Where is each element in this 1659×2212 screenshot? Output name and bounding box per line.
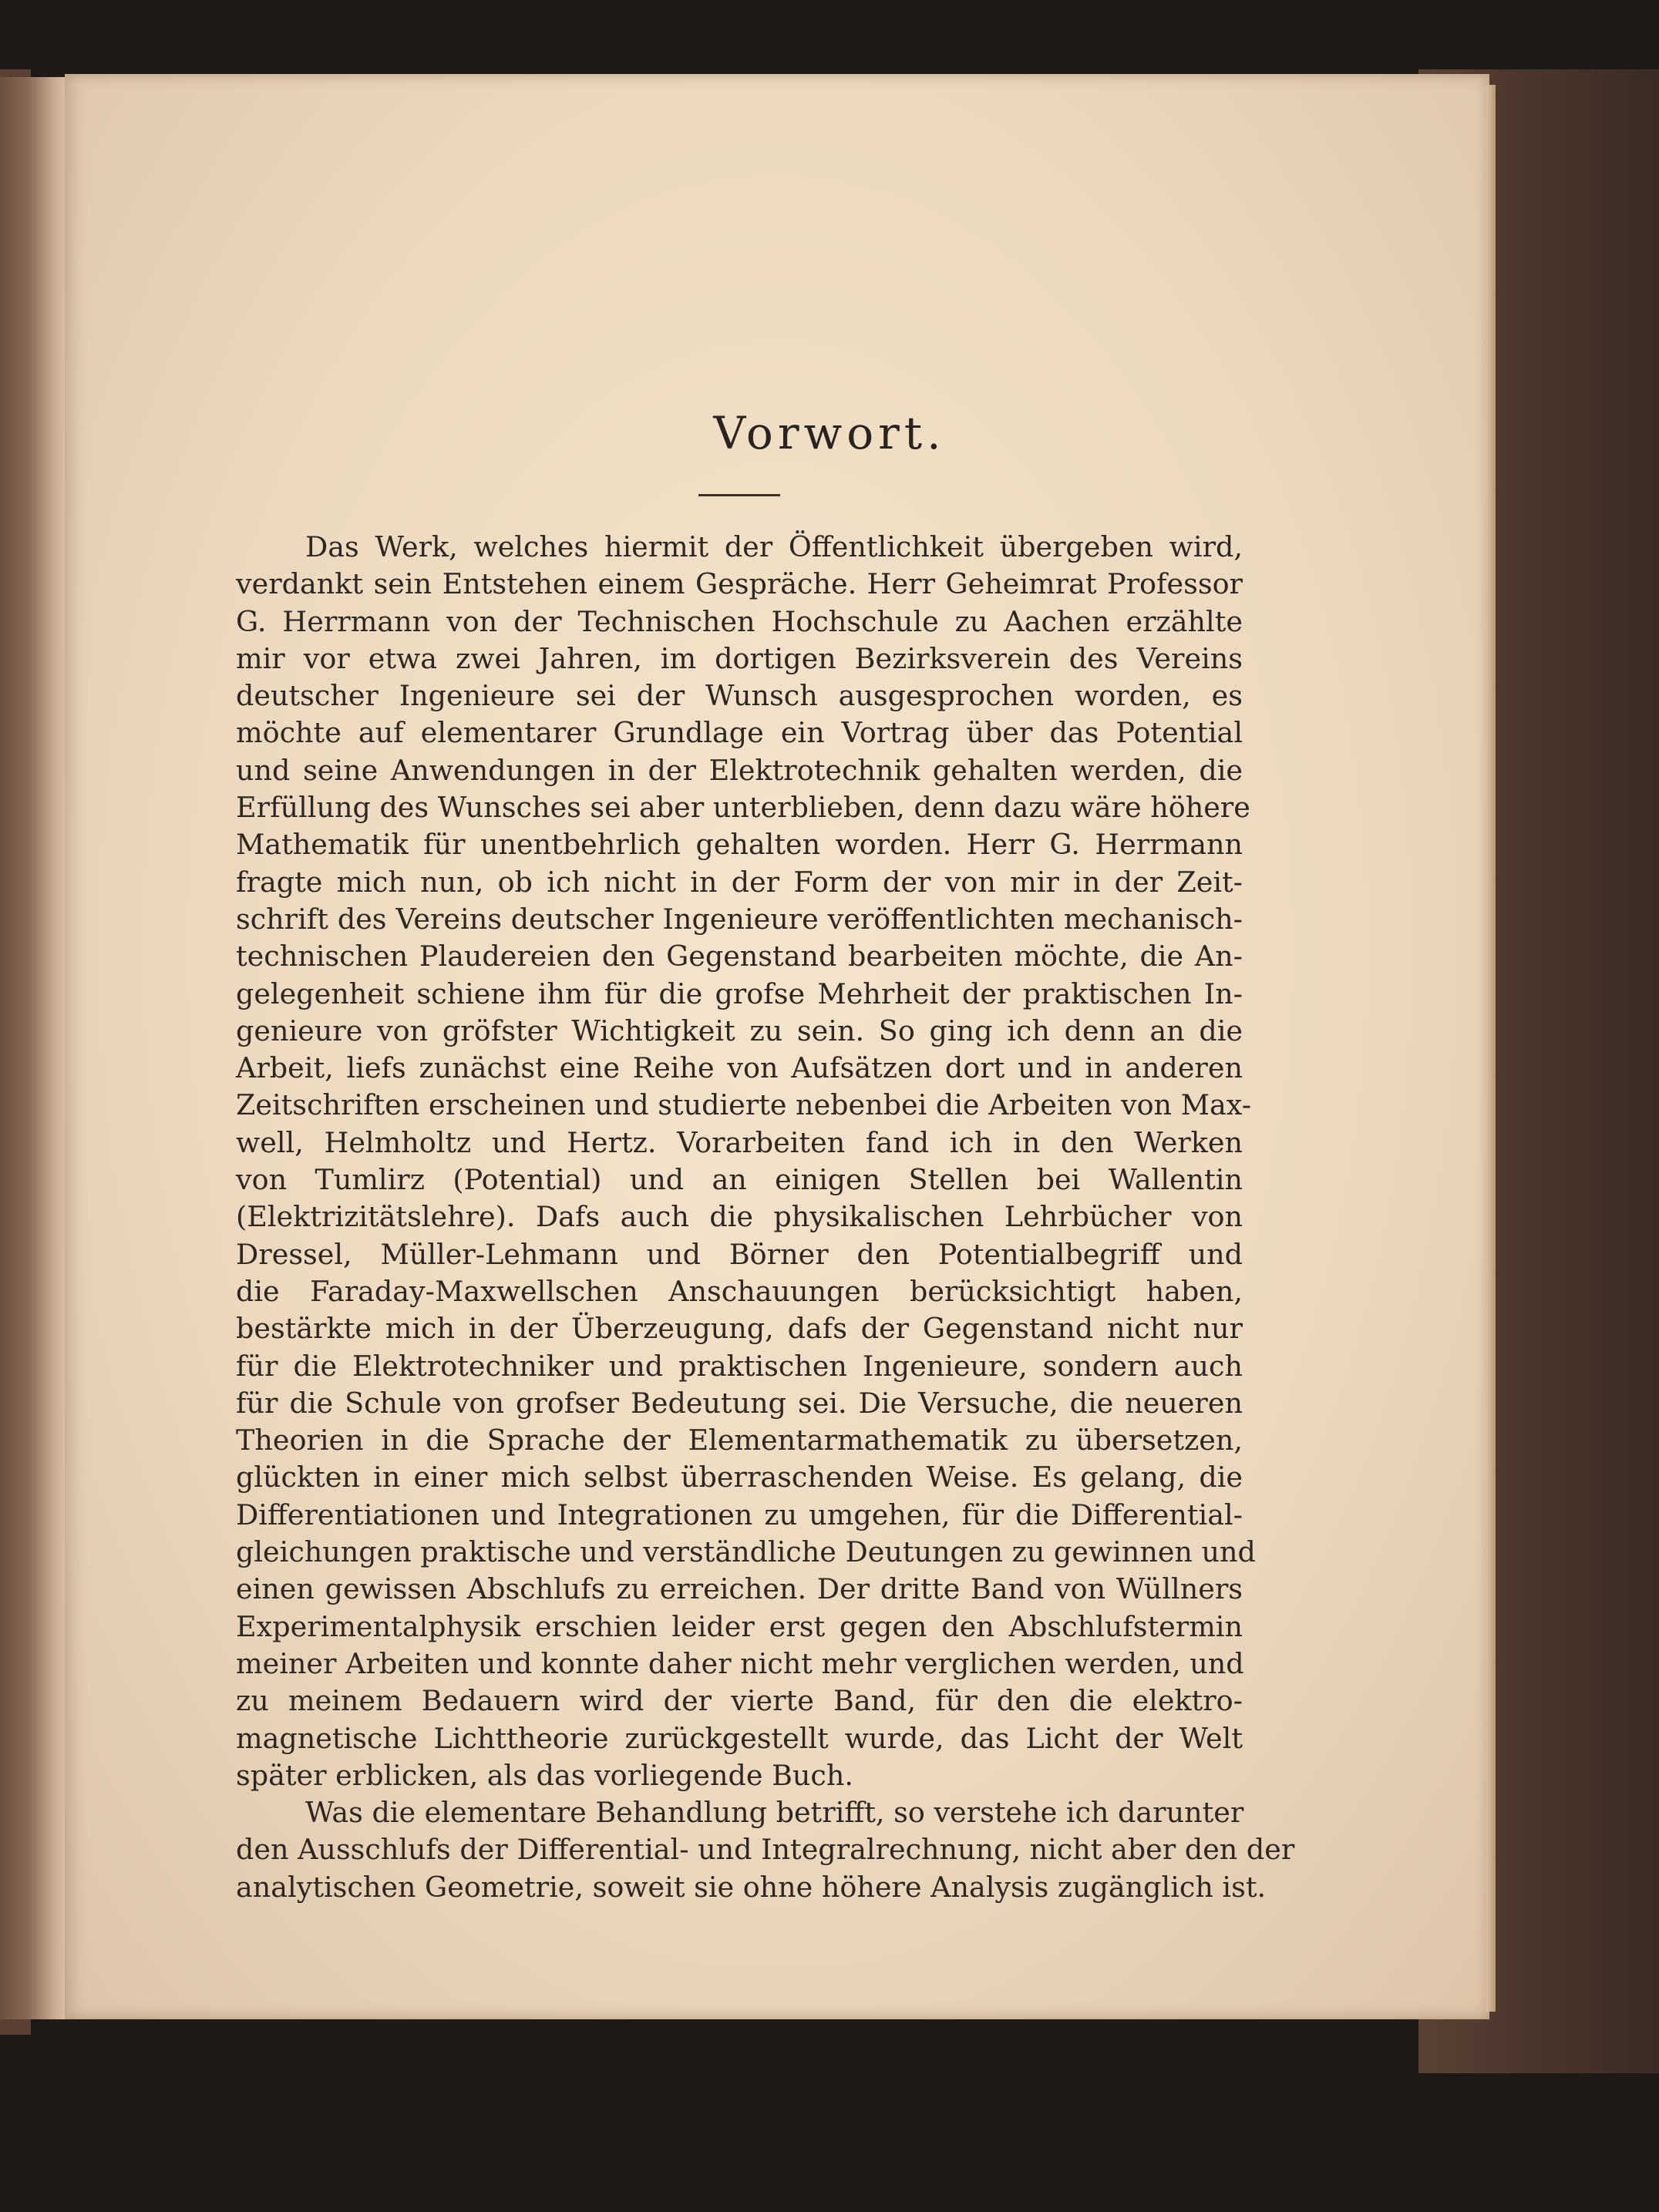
text-line: G. Herrmann von der Technischen Hochschule zu Aachen erzählte xyxy=(236,604,1243,638)
page-edge xyxy=(1486,85,1496,2012)
text-line: gleichungen praktische und verständliche Deutungen zu gewinnen und xyxy=(236,1535,1256,1569)
text-line: Mathematik für unentbehrlich gehalten worden. Herr G. Herrmann xyxy=(236,828,1243,862)
text-line: Experimentalphysik erschien leider erst gegen den Abschlufstermin xyxy=(236,1609,1243,1643)
text-line: einen gewissen Abschlufs zu erreichen. Der dritte Band von Wüllners xyxy=(236,1572,1243,1606)
text-line: für die Schule von grofser Bedeutung sei. Die Versuche, die neueren xyxy=(236,1386,1243,1420)
text-line: analytischen Geometrie, soweit sie ohne höhere Analysis zugänglich ist. xyxy=(236,1870,1267,1904)
text-line: von Tumlirz (Potential) und an einigen Stellen bei Wallentin xyxy=(236,1163,1243,1197)
text-line: Differentiationen und Integrationen zu umgehen, für die Differential- xyxy=(236,1498,1243,1531)
text-line: genieure von gröfster Wichtigkeit zu sein. So ging ich denn an die xyxy=(236,1014,1243,1047)
text-line: Was die elementare Behandlung betrifft, so verstehe ich darunter xyxy=(305,1796,1244,1830)
text-line: meiner Arbeiten und konnte daher nicht mehr verglichen werden, und xyxy=(236,1646,1244,1680)
text-line: zu meinem Bedauern wird der vierte Band, für den die elektro- xyxy=(236,1684,1243,1718)
text-line: well, Helmholtz und Hertz. Vorarbeiten fand ich in den Werken xyxy=(236,1125,1243,1159)
text-line: glückten in einer mich selbst überraschenden Weise. Es gelang, die xyxy=(236,1461,1243,1494)
page-title: Vorwort. xyxy=(713,407,946,459)
text-line: Erfüllung des Wunsches sei aber unterblieben, denn dazu wäre höhere xyxy=(236,791,1250,825)
paragraph xyxy=(236,529,1256,1794)
text-line: möchte auf elementarer Grundlage ein Vortrag über das Potential xyxy=(236,716,1243,750)
text-line: Theorien in die Sprache der Elementarmathematik zu übersetzen, xyxy=(236,1424,1243,1457)
text-line: Zeitschriften erscheinen und studierte nebenbei die Arbeiten von Max- xyxy=(236,1088,1252,1122)
left-page-edge xyxy=(0,77,71,2019)
text-line: den Ausschlufs der Differential- und Integralrechnung, nicht aber den der xyxy=(236,1833,1295,1867)
text-line: schrift des Vereins deutscher Ingenieure veröffentlichten mechanisch- xyxy=(236,902,1243,936)
text-line: die Faraday-Maxwellschen Anschauungen berücksichtigt haben, xyxy=(236,1274,1243,1308)
text-line: (Elektrizitätslehre). Dafs auch die physikalischen Lehrbücher von xyxy=(236,1200,1243,1234)
text-line: fragte mich nun, ob ich nicht in der Form der von mir in der Zeit- xyxy=(236,865,1243,899)
text-line: technischen Plaudereien den Gegenstand bearbeiten möchte, die An- xyxy=(236,940,1243,973)
text-line: deutscher Ingenieure sei der Wunsch ausgesprochen worden, es xyxy=(236,679,1243,713)
text-line: Das Werk, welches hiermit der Öffentlichkeit übergeben wird, xyxy=(305,530,1243,563)
text-line: bestärkte mich in der Überzeugung, dafs der Gegenstand nicht nur xyxy=(236,1312,1243,1346)
title-rule xyxy=(698,494,780,496)
text-line: mir vor etwa zwei Jahren, im dortigen Bezirksverein des Vereins xyxy=(236,641,1243,675)
text-line: später erblicken, als das vorliegende Buch. xyxy=(236,1758,853,1792)
text-line: gelegenheit schiene ihm für die grofse Mehrheit der praktischen In- xyxy=(236,977,1243,1010)
text-line: Dressel, Müller-Lehmann und Börner den Potentialbegriff und xyxy=(236,1237,1243,1271)
text-line: magnetische Lichttheorie zurückgestellt wurde, das Licht der Welt xyxy=(236,1721,1243,1755)
text-line: verdankt sein Entstehen einem Gespräche. Herr Geheimrat Professor xyxy=(236,567,1243,601)
text-line: Arbeit, liefs zunächst eine Reihe von Aufsätzen dort und in anderen xyxy=(236,1051,1243,1085)
preface-text xyxy=(236,529,1295,1906)
text-line: für die Elektrotechniker und praktischen Ingenieure, sondern auch xyxy=(236,1349,1243,1383)
paragraph xyxy=(236,1794,1295,1906)
text-line: und seine Anwendungen in der Elektrotechnik gehalten werden, die xyxy=(236,753,1243,787)
